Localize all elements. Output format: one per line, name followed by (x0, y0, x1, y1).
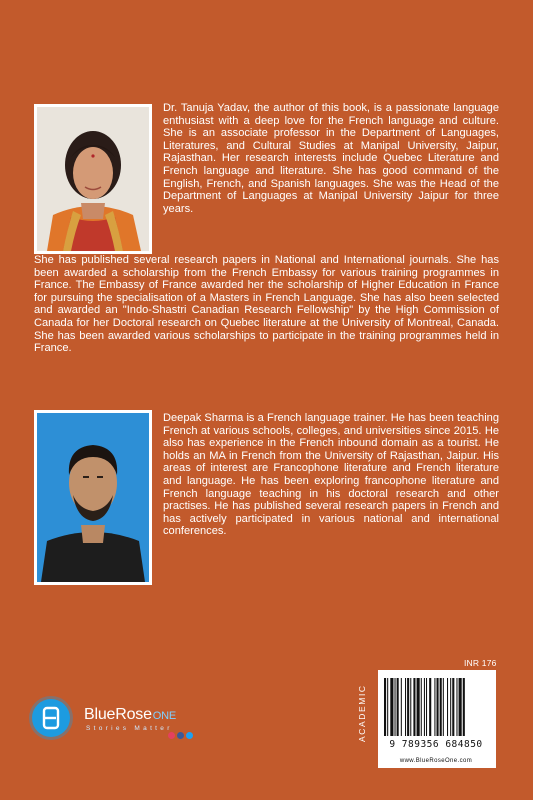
twitter-icon (186, 732, 193, 739)
category-label: ACADEMIC (357, 684, 367, 742)
price-label: INR 176 (464, 658, 497, 668)
isbn-digits: 9 789356 684850 (389, 739, 483, 750)
isbn-barcode (378, 670, 496, 768)
author1-photo (34, 104, 152, 254)
barcode-bars-icon (378, 674, 496, 742)
author1-bio-continued: She has published several research papers in National and International journals. She has been awarded a scholarship from the French Embassy for various training programmes in France. The Embassy of France awarded her the scholarship of Higher Education in France for pursuing the specialisation of a Masters in French Language. She has also been selected and awarded an "Indo-Shastri Canadian Research Fellowship" by the High Commission of Canada for her Doctoral research on Quebec literature at the University of Montreal, Canada. She has been awarded various scholarships to participate in the training programmes held in France. (34, 254, 499, 355)
instagram-icon (168, 732, 175, 739)
author2-bio: Deepak Sharma is a French language trainer. He has been teaching French at various schools, colleges, and universities since 2015. He also has experience in the French inbound domain as a tourist. He holds an MA in French from the University of Rajasthan, Jaipur. His areas of interest are Francophone literature and French literature and language. He has been exploring francophone literature and French language teaching in his doctoral research and other practises. He has published several research papers in French and has actively participated in various national and international conferences. (163, 412, 499, 538)
publisher-name-suffix: ONE (152, 710, 177, 722)
social-icons (168, 732, 193, 739)
author2-photo (34, 410, 152, 585)
publisher-tagline: Stories Matter (86, 725, 173, 732)
publisher-website: www.BlueRoseOne.com (399, 758, 473, 764)
author1-bio: Dr. Tanuja Yadav, the author of this book, is a passionate language enthusiast with a deep love for the French language and culture. She is an associate professor in the Department of Languages, Literatures, and Cultural Studies at Manipal University, Jaipur, Rajasthan. Her research interests include Quebec Literature and French language and literature. She has good command of the English, French, and Spanish languages. She was the Head of the Department of Languages at Manipal University Jaipur for three years. (163, 102, 499, 215)
facebook-icon (177, 732, 184, 739)
publisher-name (84, 706, 176, 724)
publisher-name-text: BlueRose (84, 706, 152, 723)
bluerose-logo-icon (32, 699, 70, 737)
